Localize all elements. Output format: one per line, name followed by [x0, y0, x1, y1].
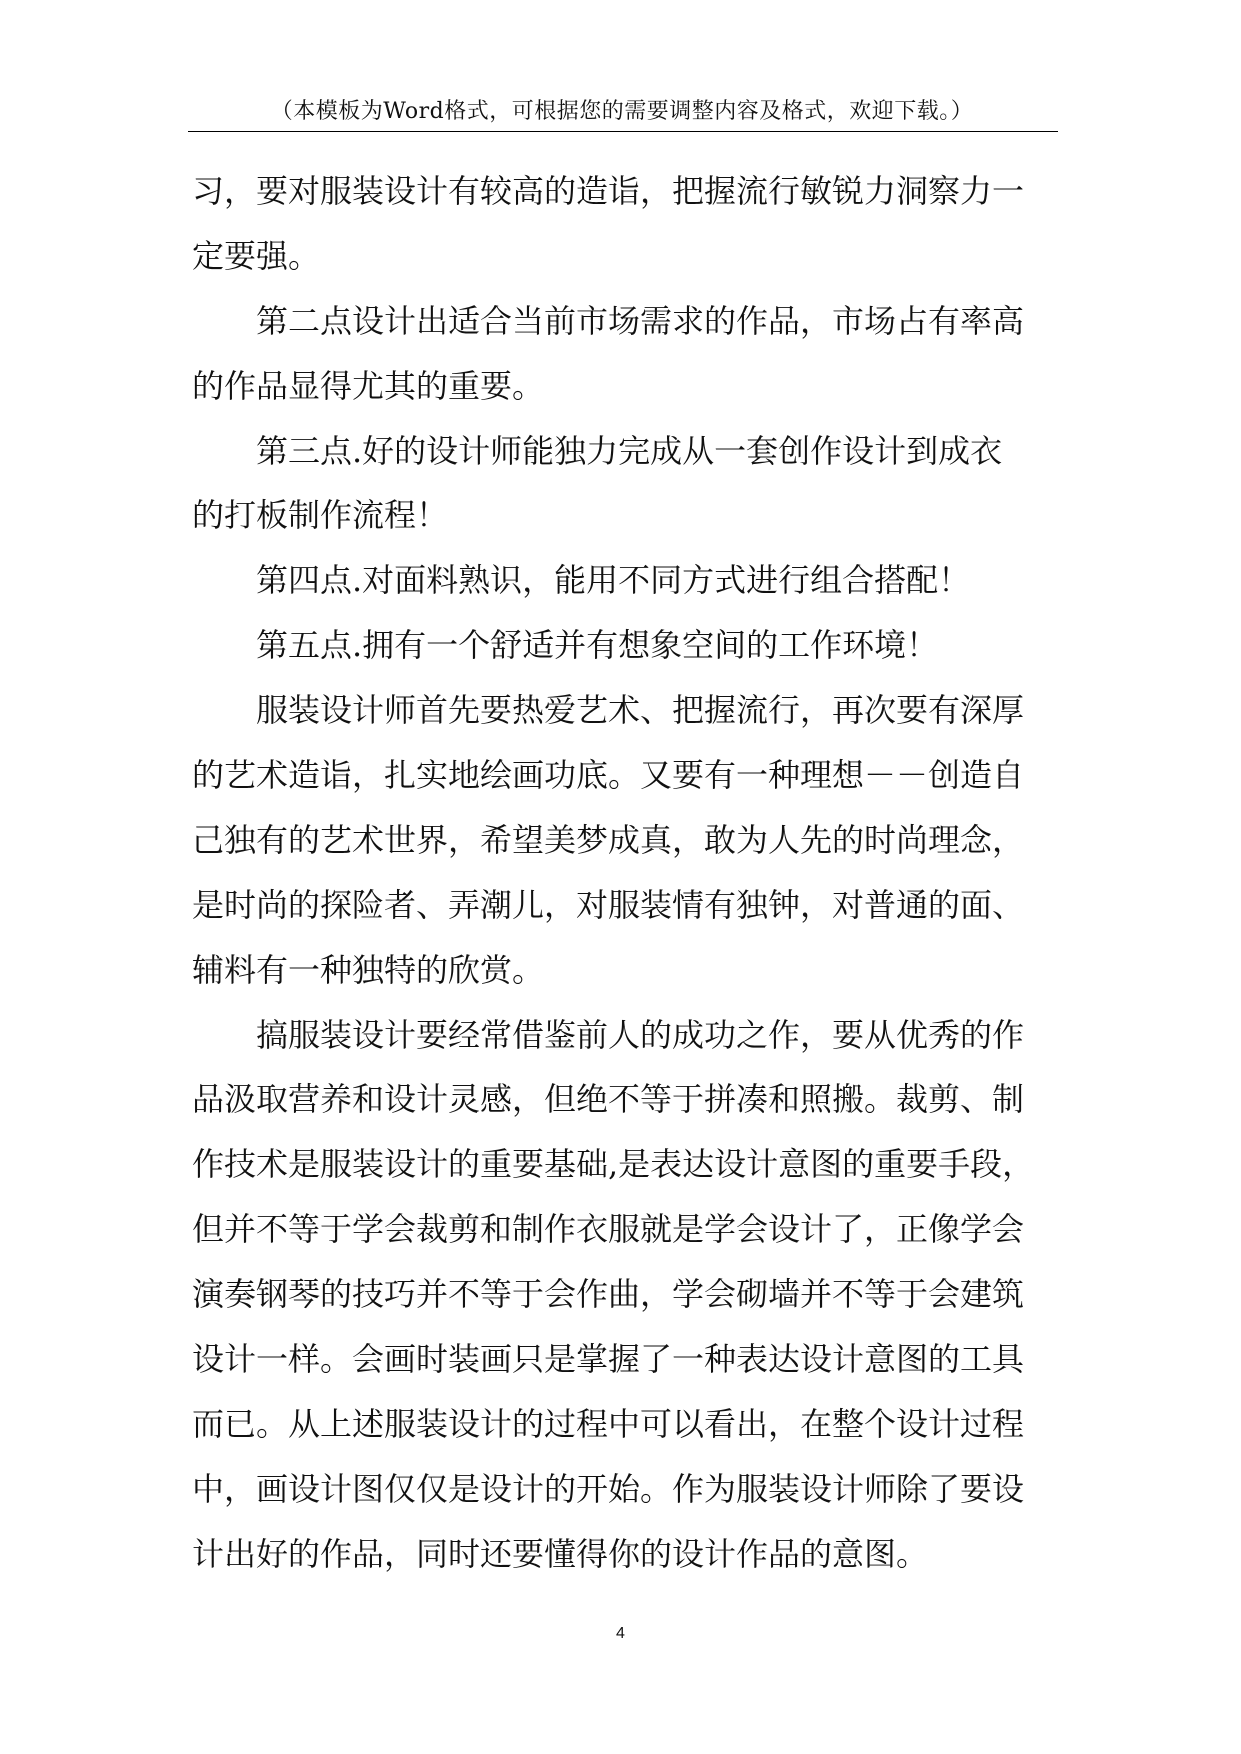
header-divider: [188, 131, 1058, 132]
paragraph-2: [192, 289, 1056, 419]
paragraph-6: [192, 678, 1056, 1002]
paragraph-line: 而已。从上述服装设计的过程中可以看出，在整个设计过程: [192, 1404, 1025, 1443]
paragraph-4: [192, 548, 1056, 613]
paragraph-line: 品汲取营养和设计灵感，但绝不等于拼凑和照搬。裁剪、制: [192, 1080, 1025, 1119]
paragraph-line: 中，画设计图仅仅是设计的开始。作为服装设计师除了要设: [192, 1469, 1025, 1508]
paragraph-line: 搞服装设计要经常借鉴前人的成功之作，要从优秀的作: [256, 1015, 1025, 1054]
paragraph-7: [192, 1003, 1056, 1587]
paragraph-line: 是时尚的探险者、弄潮儿，对服装情有独钟，对普通的面、: [192, 885, 1025, 924]
paragraph-line: 第三点.好的设计师能独力完成从一套创作设计到成衣: [256, 431, 1003, 470]
paragraph-5: [192, 613, 1056, 678]
paragraph-line: 但并不等于学会裁剪和制作衣服就是学会设计了，正像学会: [192, 1210, 1025, 1249]
paragraph-1: [192, 159, 1056, 289]
paragraph-line: 第二点设计出适合当前市场需求的作品，市场占有率高: [256, 301, 1025, 340]
paragraph-line: 设计一样。会画时装画只是掌握了一种表达设计意图的工具: [192, 1340, 1025, 1379]
paragraph-line: 辅料有一种独特的欣赏。: [192, 950, 545, 989]
paragraph-line: 第四点.对面料熟识，能用不同方式进行组合搭配！: [256, 561, 971, 600]
paragraph-line: 的作品显得尤其的重要。: [192, 366, 545, 405]
paragraph-line: 的艺术造诣，扎实地绘画功底。又要有一种理想－－创造自: [192, 756, 1025, 795]
paragraph-line: 习，要对服装设计有较高的造诣，把握流行敏锐力洞察力一: [192, 172, 1025, 210]
paragraph-line: 的打板制作流程！: [192, 496, 449, 535]
document-body: [192, 159, 1056, 1587]
paragraph-line: 己独有的艺术世界，希望美梦成真，敢为人先的时尚理念，: [192, 820, 1025, 859]
template-note-header: （本模板为Word格式，可根据您的需要调整内容及格式，欢迎下载。）: [270, 99, 974, 124]
page-number: 4: [616, 1625, 625, 1642]
paragraph-line: 作技术是服装设计的重要基础,是表达设计意图的重要手段，: [192, 1145, 1035, 1184]
paragraph-line: 演奏钢琴的技巧并不等于会作曲，学会砌墙并不等于会建筑: [192, 1275, 1025, 1314]
paragraph-line: 第五点.拥有一个舒适并有想象空间的工作环境！: [256, 626, 939, 665]
paragraph-3: [192, 419, 1056, 549]
paragraph-line: 定要强。: [192, 236, 321, 275]
paragraph-line: 服装设计师首先要热爱艺术、把握流行，再次要有深厚: [256, 691, 1025, 730]
paragraph-line: 计出好的作品，同时还要懂得你的设计作品的意图。: [192, 1534, 929, 1573]
